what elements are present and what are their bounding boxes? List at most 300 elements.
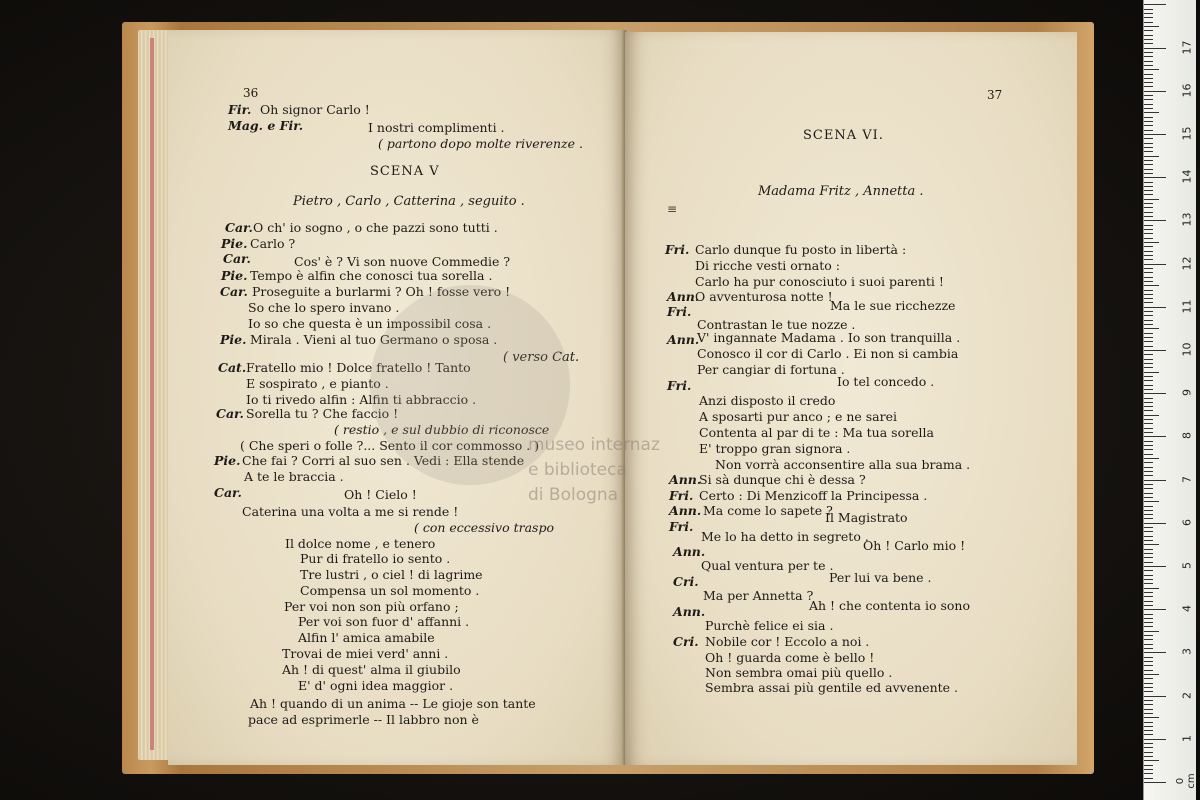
text-line: Io ti rivedo alfin : Alfin ti abbraccio .	[246, 392, 477, 407]
ruler-tick	[1144, 734, 1153, 735]
speaker: Cri.	[673, 574, 699, 589]
ruler-tick	[1144, 752, 1153, 753]
ruler-tick	[1144, 121, 1153, 122]
ruler-tick	[1144, 769, 1153, 770]
ruler-tick	[1144, 501, 1159, 502]
ruler-tick	[1144, 264, 1166, 265]
ruler-tick	[1144, 713, 1153, 714]
text-line: Che fai ? Corri al suo sen . Vedi : Ella stende	[242, 453, 525, 468]
ruler-tick	[1144, 354, 1153, 355]
ruler-tick	[1144, 104, 1153, 105]
speaker: Fri.	[665, 242, 690, 257]
ruler-tick	[1144, 328, 1159, 329]
ruler-tick	[1144, 4, 1166, 5]
verse-line: Compensa un sol momento .	[300, 583, 480, 598]
ruler-tick	[1144, 592, 1153, 593]
text-line: Carlo ha pur conosciuto i suoi parenti !	[695, 274, 944, 289]
watermark-logo	[370, 285, 570, 485]
ruler-tick	[1144, 117, 1153, 118]
ruler-number: 13	[1180, 212, 1194, 227]
ruler-tick	[1144, 467, 1153, 468]
text-line: Purchè felice ei sia .	[705, 618, 834, 633]
stage-direction: ( partono dopo molte riverenze .	[378, 136, 583, 151]
speaker: Car.	[214, 485, 242, 500]
ruler-tick	[1144, 130, 1153, 131]
ruler-tick	[1144, 298, 1153, 299]
text-line: Contenta al par di te : Ma tua sorella	[699, 425, 934, 440]
speaker: Ann.	[669, 472, 702, 487]
speaker: Cat.	[218, 360, 247, 375]
text-line: Mirala . Vieni al tuo Germano o sposa .	[250, 332, 498, 347]
ruler-tick	[1144, 86, 1153, 87]
ruler-tick	[1144, 272, 1153, 273]
text-line: Conosco il cor di Carlo . Ei non si cambia	[697, 346, 959, 361]
ruler-tick	[1144, 277, 1153, 278]
ruler-tick	[1144, 609, 1166, 610]
ruler-number: 14	[1180, 169, 1194, 184]
ruler-tick	[1144, 540, 1153, 541]
ruler-tick	[1144, 324, 1153, 325]
watermark-text: museo internaz	[528, 435, 660, 455]
text-line: Il Magistrato	[825, 510, 908, 525]
ruler-tick	[1144, 48, 1166, 49]
ruler-tick	[1144, 626, 1153, 627]
text-line: A sposarti pur anco ; e ne sarei	[699, 409, 897, 424]
measuring-ruler	[1143, 0, 1196, 800]
ruler-number: 16	[1180, 83, 1194, 98]
text-line: Sembra assai più gentile ed avvenente .	[705, 680, 958, 695]
ruler-tick	[1144, 160, 1153, 161]
ruler-tick	[1144, 186, 1153, 187]
ruler-tick	[1144, 670, 1153, 671]
ruler-tick	[1144, 212, 1153, 213]
ruler-tick	[1144, 207, 1153, 208]
ruler-tick	[1144, 484, 1153, 485]
ruler-tick	[1144, 320, 1153, 321]
ruler-tick	[1144, 782, 1166, 783]
ruler-tick	[1144, 82, 1153, 83]
ruler-tick	[1144, 570, 1153, 571]
ruler-tick	[1144, 445, 1153, 446]
ruler-tick	[1144, 259, 1153, 260]
ruler-tick	[1144, 229, 1153, 230]
ruler-tick	[1144, 441, 1153, 442]
watermark-text: di Bologna	[528, 485, 619, 505]
speaker: Ann.	[673, 604, 706, 619]
ruler-tick	[1144, 233, 1153, 234]
ruler-tick	[1144, 674, 1159, 675]
ruler-tick	[1144, 644, 1153, 645]
ruler-tick	[1144, 74, 1153, 75]
ruler-tick	[1144, 523, 1166, 524]
ruler-tick	[1144, 527, 1153, 528]
ruler-tick	[1144, 402, 1153, 403]
speaker: Ann.	[669, 503, 702, 518]
stage-direction: ( restio , e sul dubbio di riconosce	[334, 422, 550, 437]
speaker: Ann.	[667, 332, 700, 347]
ruler-tick	[1144, 717, 1159, 718]
ruler-tick	[1144, 618, 1153, 619]
text-line: Si sà dunque chi è dessa ?	[699, 472, 866, 487]
ruler-tick	[1144, 290, 1153, 291]
ruler-tick	[1144, 285, 1159, 286]
ruler-tick	[1144, 13, 1153, 14]
text-line: O ch' io sogno , o che pazzi sono tutti .	[253, 220, 498, 235]
speaker: Fri.	[669, 519, 694, 534]
ruler-tick	[1144, 238, 1153, 239]
ruler-tick	[1144, 743, 1153, 744]
ruler-tick	[1144, 385, 1153, 386]
ruler-tick	[1144, 730, 1153, 731]
ruler-tick	[1144, 173, 1153, 174]
ruler-tick	[1144, 622, 1153, 623]
ruler-tick	[1144, 488, 1153, 489]
ruler-tick	[1144, 449, 1153, 450]
ruler-number: 3	[1180, 648, 1194, 656]
ruler-tick	[1144, 30, 1153, 31]
text-line: Carlo ?	[250, 236, 296, 251]
ruler-tick	[1144, 562, 1153, 563]
text-line: Qual ventura per te .	[701, 558, 834, 573]
scene-heading: SCENA V	[370, 164, 440, 179]
ruler-number: 4	[1180, 605, 1194, 613]
verse-line: E' d' ogni idea maggior .	[298, 678, 454, 693]
ruler-tick	[1144, 199, 1159, 200]
ruler-tick	[1144, 138, 1153, 139]
ruler-tick	[1144, 26, 1159, 27]
ruler-tick	[1144, 423, 1153, 424]
ruler-tick	[1144, 756, 1153, 757]
verse-line: Tre lustri , o ciel ! di lagrime	[300, 567, 483, 582]
ruler-tick	[1144, 177, 1166, 178]
speaker: Ann.	[673, 544, 706, 559]
ruler-tick	[1144, 315, 1153, 316]
ruler-tick	[1144, 65, 1153, 66]
verse-line: pace ad esprimerle -- Il labbro non è	[248, 712, 479, 727]
ruler-tick	[1144, 311, 1153, 312]
ruler-tick	[1144, 601, 1153, 602]
ruler-tick	[1144, 194, 1153, 195]
text-line: Non vorrà acconsentire alla sua brama .	[715, 457, 971, 472]
text-line: Oh ! Carlo mio !	[863, 538, 966, 553]
ruler-tick	[1144, 639, 1153, 640]
ruler-tick	[1144, 281, 1153, 282]
ruler-tick	[1144, 108, 1153, 109]
speaker: Fir.	[228, 102, 252, 117]
ruler-tick	[1144, 169, 1153, 170]
stage-direction: ( verso Cat.	[503, 350, 580, 365]
text-line: Anzi disposto il credo	[699, 393, 836, 408]
ruler-tick	[1144, 393, 1166, 394]
text-line: Oh ! guarda come è bello !	[705, 650, 875, 665]
ruler-tick	[1144, 579, 1153, 580]
ruler-tick	[1144, 294, 1153, 295]
speaker: Mag. e Fir.	[228, 118, 304, 133]
ruler-tick	[1144, 635, 1153, 636]
ruler-tick	[1144, 687, 1153, 688]
ruler-tick	[1144, 648, 1153, 649]
speaker: Car.	[225, 220, 253, 235]
ruler-tick	[1144, 415, 1159, 416]
ruler-number: 11	[1180, 299, 1194, 314]
ruler-tick	[1144, 605, 1153, 606]
ruler-tick	[1144, 700, 1153, 701]
ruler-tick	[1144, 398, 1153, 399]
ruler-tick	[1144, 251, 1153, 252]
text-line: V' ingannate Madama . Io son tranquilla .	[697, 330, 961, 345]
ruler-tick	[1144, 493, 1153, 494]
speaker: Car.	[223, 251, 251, 266]
ruler-unit: 0 cm	[1175, 773, 1197, 789]
ruler-tick	[1144, 765, 1153, 766]
speaker: Car.	[216, 406, 244, 421]
speaker: Fri.	[667, 304, 692, 319]
text-line: Caterina una volta a me si rende !	[242, 504, 459, 519]
text-line: O avventurosa notte !	[695, 289, 833, 304]
text-line: Cos' è ? Vi son nuove Commedie ?	[294, 254, 511, 269]
ruler-tick	[1144, 61, 1153, 62]
ruler-tick	[1144, 147, 1153, 148]
text-line: Io so che questa è un impossibil cosa .	[248, 316, 492, 331]
ruler-number: 10	[1180, 342, 1194, 357]
ruler-tick	[1144, 760, 1159, 761]
red-page-edge	[150, 38, 154, 750]
ruler-tick	[1144, 497, 1153, 498]
ruler-tick	[1144, 242, 1159, 243]
ruler-tick	[1144, 553, 1153, 554]
text-line: Fratello mio ! Dolce fratello ! Tanto	[246, 360, 471, 375]
cast-line: Madama Fritz , Annetta .	[758, 184, 924, 199]
ruler-number: 7	[1180, 475, 1194, 483]
ruler-tick	[1144, 410, 1153, 411]
ruler-tick	[1144, 99, 1153, 100]
ruler-tick	[1144, 246, 1153, 247]
ruler-number: 8	[1180, 432, 1194, 440]
ruler-tick	[1144, 704, 1153, 705]
ruler-tick	[1144, 471, 1153, 472]
ruler-tick	[1144, 506, 1153, 507]
ruler-tick	[1144, 566, 1166, 567]
verse-line: Trovai de miei verd' anni .	[282, 646, 449, 661]
ruler-tick	[1144, 346, 1153, 347]
text-line: A te le braccia .	[244, 469, 344, 484]
ruler-tick	[1144, 531, 1153, 532]
ruler-tick	[1144, 709, 1153, 710]
ruler-tick	[1144, 739, 1166, 740]
ruler-tick	[1144, 436, 1166, 437]
verse-line: Pur di fratello io sento .	[300, 551, 451, 566]
ruler-tick	[1144, 376, 1153, 377]
ruler-tick	[1144, 43, 1153, 44]
ruler-tick	[1144, 9, 1153, 10]
verse-line: Il dolce nome , e tenero	[285, 536, 436, 551]
ruler-tick	[1144, 22, 1153, 23]
ruler-tick	[1144, 112, 1159, 113]
text-line: Sorella tu ? Che faccio !	[246, 406, 399, 421]
speaker: Pie.	[220, 332, 247, 347]
ruler-tick	[1144, 225, 1153, 226]
text-line: E' troppo gran signora .	[699, 441, 851, 456]
ruler-tick	[1144, 691, 1153, 692]
ruler-tick	[1144, 52, 1153, 53]
ruler-tick	[1144, 337, 1153, 338]
speaker: Pie.	[221, 268, 248, 283]
ruler-tick	[1144, 657, 1153, 658]
ruler-tick	[1144, 747, 1153, 748]
ruler-tick	[1144, 544, 1159, 545]
ruler-tick	[1144, 134, 1166, 135]
text-line: Certo : Di Menzicoff la Principessa .	[699, 488, 928, 503]
verse-line: Per voi non son più orfano ;	[284, 599, 459, 614]
speaker: Ann.	[667, 289, 700, 304]
ruler-tick	[1144, 549, 1153, 550]
text-line: Proseguite a burlarmi ? Oh ! fosse vero !	[252, 284, 511, 299]
text-line: ( Che speri o folle ?... Sento il cor commosso . )	[240, 438, 540, 453]
text-line: Ma come lo sapete ?	[703, 503, 833, 518]
ruler-tick	[1144, 596, 1153, 597]
text-line: Tempo è alfin che conosci tua sorella .	[250, 268, 493, 283]
ruler-tick	[1144, 17, 1153, 18]
ruler-tick	[1144, 614, 1153, 615]
text-line: Di ricche vesti ornato :	[695, 258, 840, 273]
ruler-number: 1	[1180, 734, 1194, 742]
verse-line: Per voi son fuor d' affanni .	[298, 614, 470, 629]
ruler-tick	[1144, 557, 1153, 558]
text-line: Per lui va bene .	[829, 570, 932, 585]
ruler-tick	[1144, 78, 1153, 79]
page-number: 37	[987, 88, 1003, 102]
verse-line: Ah ! di quest' alma il giubilo	[282, 662, 461, 677]
speaker: Pie.	[214, 453, 241, 468]
ruler-tick	[1144, 432, 1153, 433]
ruler-tick	[1144, 406, 1153, 407]
ruler-number: 12	[1180, 256, 1194, 271]
ruler-tick	[1144, 307, 1166, 308]
ruler-tick	[1144, 333, 1153, 334]
ruler-tick	[1144, 372, 1159, 373]
text-line: Ma le sue ricchezze	[830, 298, 956, 313]
ruler-tick	[1144, 359, 1153, 360]
ruler-number: 2	[1180, 691, 1194, 699]
ruler-tick	[1144, 773, 1153, 774]
printer-mark: ≡	[667, 202, 678, 216]
ruler-tick	[1144, 56, 1153, 57]
ruler-tick	[1144, 462, 1153, 463]
ruler-tick	[1144, 380, 1153, 381]
stage-direction: ( con eccessivo traspo	[414, 520, 554, 535]
ruler-tick	[1144, 203, 1153, 204]
text-line: Ah ! che contenta io sono	[809, 598, 970, 613]
ruler-tick	[1144, 458, 1159, 459]
ruler-tick	[1144, 35, 1153, 36]
ruler-tick	[1144, 536, 1153, 537]
speaker: Car.	[220, 284, 248, 299]
ruler-tick	[1144, 665, 1153, 666]
text-line: I nostri complimenti .	[368, 120, 505, 135]
ruler-tick	[1144, 341, 1153, 342]
ruler-tick	[1144, 722, 1153, 723]
text-line: Oh ! Cielo !	[344, 487, 417, 502]
ruler-tick	[1144, 454, 1153, 455]
text-line: Ma per Annetta ?	[703, 588, 814, 603]
ruler-tick	[1144, 514, 1153, 515]
speaker: Fri.	[667, 378, 692, 393]
ruler-tick	[1144, 588, 1159, 589]
text-line: Carlo dunque fu posto in libertà :	[695, 242, 907, 257]
ruler-tick	[1144, 367, 1153, 368]
ruler-tick	[1144, 652, 1166, 653]
ruler-tick	[1144, 268, 1153, 269]
ruler-number: 6	[1180, 518, 1194, 526]
ruler-tick	[1144, 510, 1153, 511]
ruler-tick	[1144, 164, 1153, 165]
ruler-tick	[1144, 678, 1153, 679]
text-line: Io tel concedo .	[837, 374, 935, 389]
ruler-tick	[1144, 350, 1166, 351]
text-line: Contrastan le tue nozze .	[697, 317, 856, 332]
ruler-tick	[1144, 696, 1166, 697]
ruler-tick	[1144, 91, 1166, 92]
speaker: Fri.	[669, 488, 694, 503]
ruler-tick	[1144, 302, 1153, 303]
ruler-tick	[1144, 778, 1153, 779]
ruler-tick	[1144, 143, 1153, 144]
ruler-tick	[1144, 255, 1153, 256]
right-page	[625, 32, 1077, 765]
ruler-tick	[1144, 151, 1153, 152]
cast-line: Pietro , Carlo , Catterina , seguito .	[293, 194, 525, 209]
ruler-tick	[1144, 216, 1153, 217]
ruler-tick	[1144, 683, 1153, 684]
text-line: Me lo ha detto in segreto .	[701, 529, 869, 544]
text-line: Oh signor Carlo !	[260, 102, 370, 117]
verse-line: Ah ! quando di un anima -- Le gioje son tante	[250, 696, 536, 711]
verse-line: Alfin l' amica amabile	[298, 630, 435, 645]
ruler-tick	[1144, 220, 1166, 221]
ruler-tick	[1144, 39, 1153, 40]
text-line: E sospirato , e pianto .	[246, 376, 389, 391]
ruler-tick	[1144, 518, 1153, 519]
ruler-tick	[1144, 156, 1159, 157]
text-line: Non sembra omai più quello .	[705, 665, 893, 680]
ruler-tick	[1144, 125, 1153, 126]
ruler-number: 15	[1180, 126, 1194, 141]
ruler-tick	[1144, 631, 1159, 632]
watermark-text: e biblioteca	[528, 460, 627, 480]
ruler-tick	[1144, 190, 1153, 191]
speaker: Pie.	[221, 236, 248, 251]
ruler-number: 5	[1180, 562, 1194, 569]
ruler-number: 17	[1180, 40, 1194, 55]
page-number: 36	[243, 86, 259, 100]
ruler-tick	[1144, 363, 1153, 364]
ruler-tick	[1144, 583, 1153, 584]
ruler-tick	[1144, 480, 1166, 481]
text-line: Nobile cor ! Eccolo a noi .	[705, 634, 870, 649]
ruler-tick	[1144, 182, 1153, 183]
ruler-tick	[1144, 475, 1153, 476]
text-line: So che lo spero invano .	[248, 300, 400, 315]
ruler-tick	[1144, 389, 1153, 390]
speaker: Cri.	[673, 634, 699, 649]
scene-heading: SCENA VI.	[803, 128, 884, 143]
ruler-tick	[1144, 661, 1153, 662]
ruler-number: 9	[1180, 389, 1194, 397]
ruler-tick	[1144, 95, 1153, 96]
ruler-tick	[1144, 726, 1153, 727]
ruler-tick	[1144, 69, 1159, 70]
text-line: Per cangiar di fortuna .	[697, 362, 845, 377]
